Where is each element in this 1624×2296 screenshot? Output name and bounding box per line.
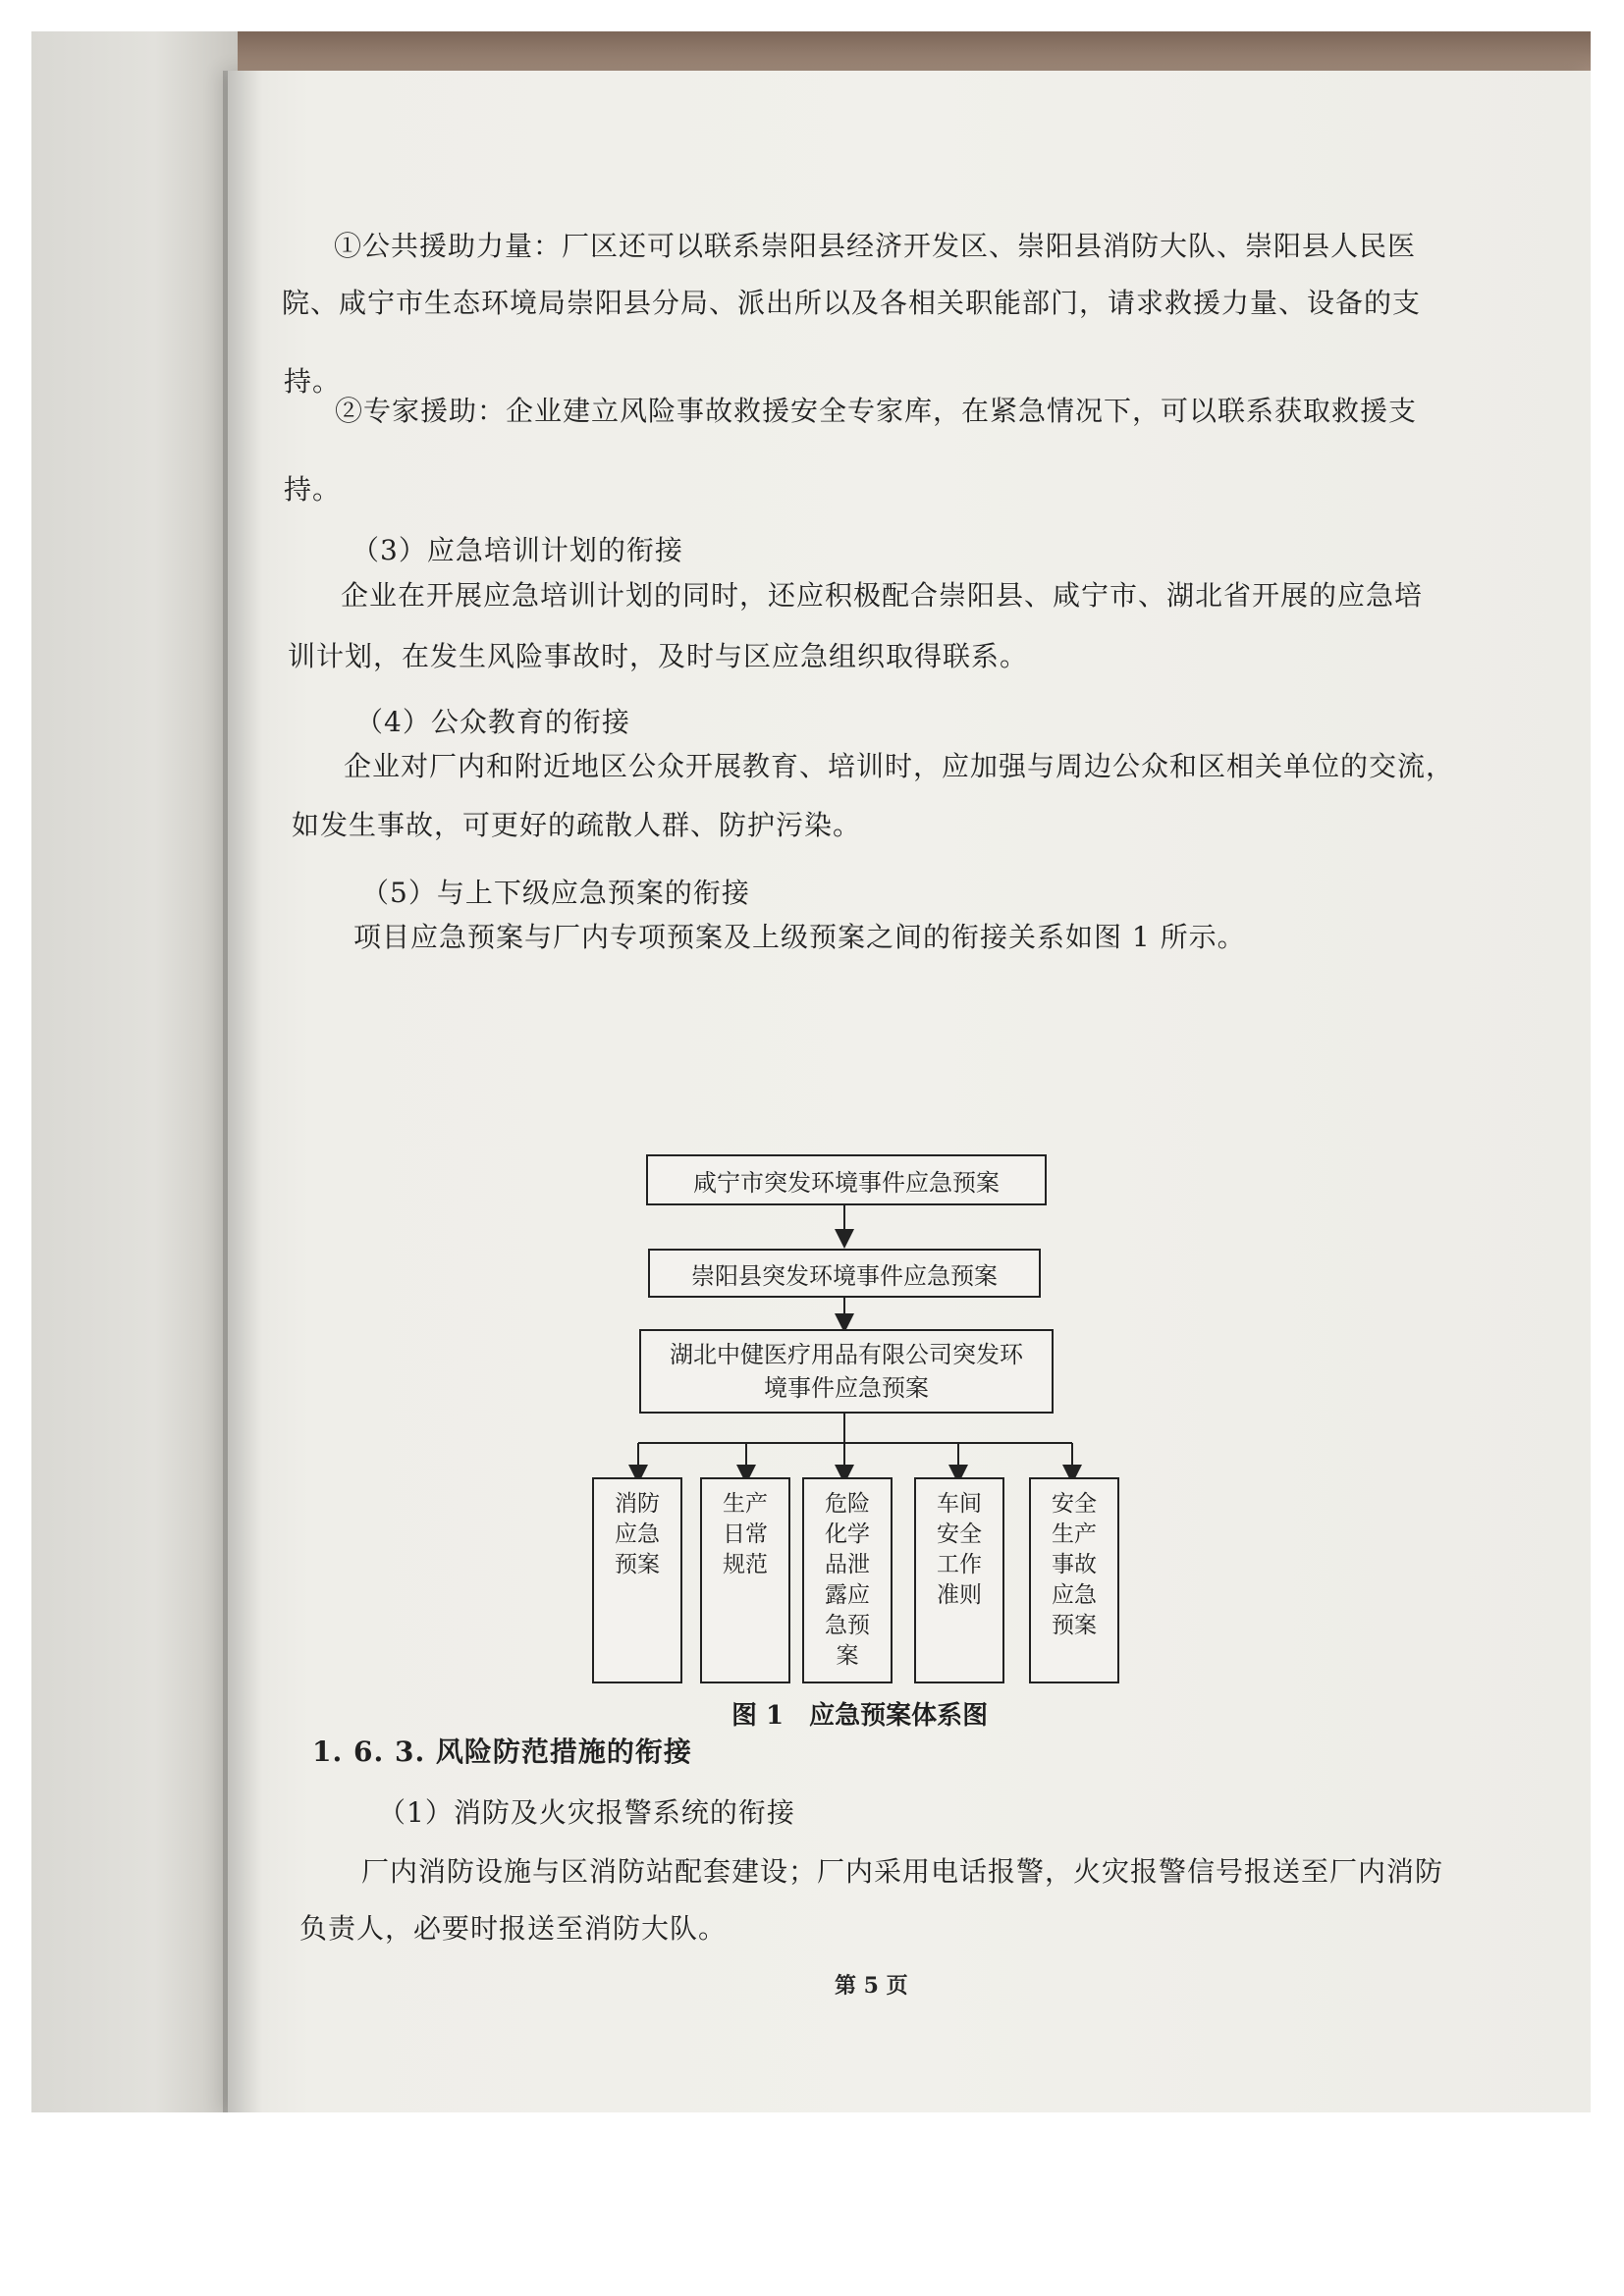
diagram-box-workshop-rules: [914, 1477, 1004, 1683]
box-label: 咸宁市突发环境事件应急预案: [693, 1168, 1000, 1197]
paragraph-line: 院、咸宁市生态环境局崇阳县分局、派出所以及各相关职能部门，请求救援力量、设备的支: [282, 287, 1422, 319]
box-label-line: 生产: [723, 1491, 768, 1517]
box-label-line: 日常: [723, 1522, 768, 1547]
figure-caption: 图 1 应急预案体系图: [731, 1701, 989, 1731]
subheading: （1）消防及火灾报警系统的衔接: [378, 1796, 795, 1829]
subheading: （5）与上下级应急预案的衔接: [361, 877, 750, 909]
box-label-line: 车间: [937, 1491, 982, 1517]
diagram-box-county-plan: [648, 1249, 1041, 1298]
box-label-line: 安全: [937, 1522, 982, 1547]
diagram-box-production-norms: [700, 1477, 790, 1683]
box-label-line: 事故: [1052, 1552, 1097, 1577]
diagram-box-safety-accident-plan: [1029, 1477, 1119, 1683]
box-label-line: 规范: [723, 1552, 768, 1577]
box-label-line: 应急: [615, 1522, 660, 1547]
box-label-line: 境事件应急预案: [764, 1374, 929, 1402]
section-heading: 1. 6. 3. 风险防范措施的衔接: [312, 1735, 692, 1768]
box-label: [720, 1489, 771, 1580]
paragraph-line: 企业对厂内和附近地区公众开展教育、培训时，应加强与周边公众和区相关单位的交流，: [344, 750, 1455, 782]
box-label: [822, 1489, 873, 1672]
paragraph-line: 负责人，必要时报送至消防大队。: [299, 1912, 728, 1945]
box-label-line: 工作: [937, 1552, 982, 1577]
page-number: 第 5 页: [835, 1973, 908, 1999]
paragraph-line: 持。: [284, 473, 342, 506]
box-label-line: 急预: [825, 1613, 870, 1638]
box-label: [612, 1489, 663, 1580]
box-label-line: 预案: [1052, 1613, 1097, 1638]
box-label-line: 应急: [1052, 1582, 1097, 1608]
box-label-line: 预案: [615, 1552, 660, 1577]
box-label: [1049, 1489, 1100, 1641]
subheading: （3）应急培训计划的衔接: [352, 534, 683, 566]
paragraph-line: 项目应急预案与厂内专项预案及上级预案之间的衔接关系如图 1 所示。: [353, 921, 1246, 953]
box-label-line: 湖北中健医疗用品有限公司突发环: [670, 1341, 1023, 1368]
box-label-line: 生产: [1052, 1522, 1097, 1547]
box-label: 崇阳县突发环境事件应急预案: [691, 1261, 998, 1290]
diagram-box-company-plan: [639, 1329, 1054, 1414]
box-label-line: 安全: [1052, 1491, 1097, 1517]
box-label-line: 消防: [615, 1491, 660, 1517]
diagram-box-fire-plan: [592, 1477, 682, 1683]
box-label-line: 露应: [825, 1582, 870, 1608]
paragraph-line: 企业在开展应急培训计划的同时，还应积极配合崇阳县、咸宁市、湖北省开展的应急培: [341, 579, 1424, 612]
diagram-box-city-plan: [646, 1154, 1047, 1205]
diagram-box-chemical-leak-plan: [802, 1477, 893, 1683]
paragraph-line: 如发生事故，可更好的疏散人群、防护污染。: [292, 809, 862, 841]
box-label: [934, 1489, 985, 1611]
box-label-line: 准则: [937, 1582, 982, 1608]
box-label-line: 化学: [825, 1522, 870, 1547]
paragraph-line: 厂内消防设施与区消防站配套建设；厂内采用电话报警，火灾报警信号报送至厂内消防: [361, 1855, 1444, 1888]
box-label-line: 品泄: [825, 1552, 870, 1577]
paragraph-line: ②专家援助：企业建立风险事故救援安全专家库，在紧急情况下，可以联系获取救援支: [335, 395, 1418, 427]
box-label-line: 危险: [825, 1491, 870, 1517]
box-label-line: 案: [836, 1643, 859, 1669]
subheading: （4）公众教育的衔接: [355, 706, 630, 738]
paragraph-line: 训计划，在发生风险事故时，及时与区应急组织取得联系。: [288, 640, 1029, 672]
paragraph-line: ①公共援助力量：厂区还可以联系崇阳县经济开发区、崇阳县消防大队、崇阳县人民医: [334, 230, 1417, 262]
paragraph-line: 持。: [284, 365, 342, 398]
